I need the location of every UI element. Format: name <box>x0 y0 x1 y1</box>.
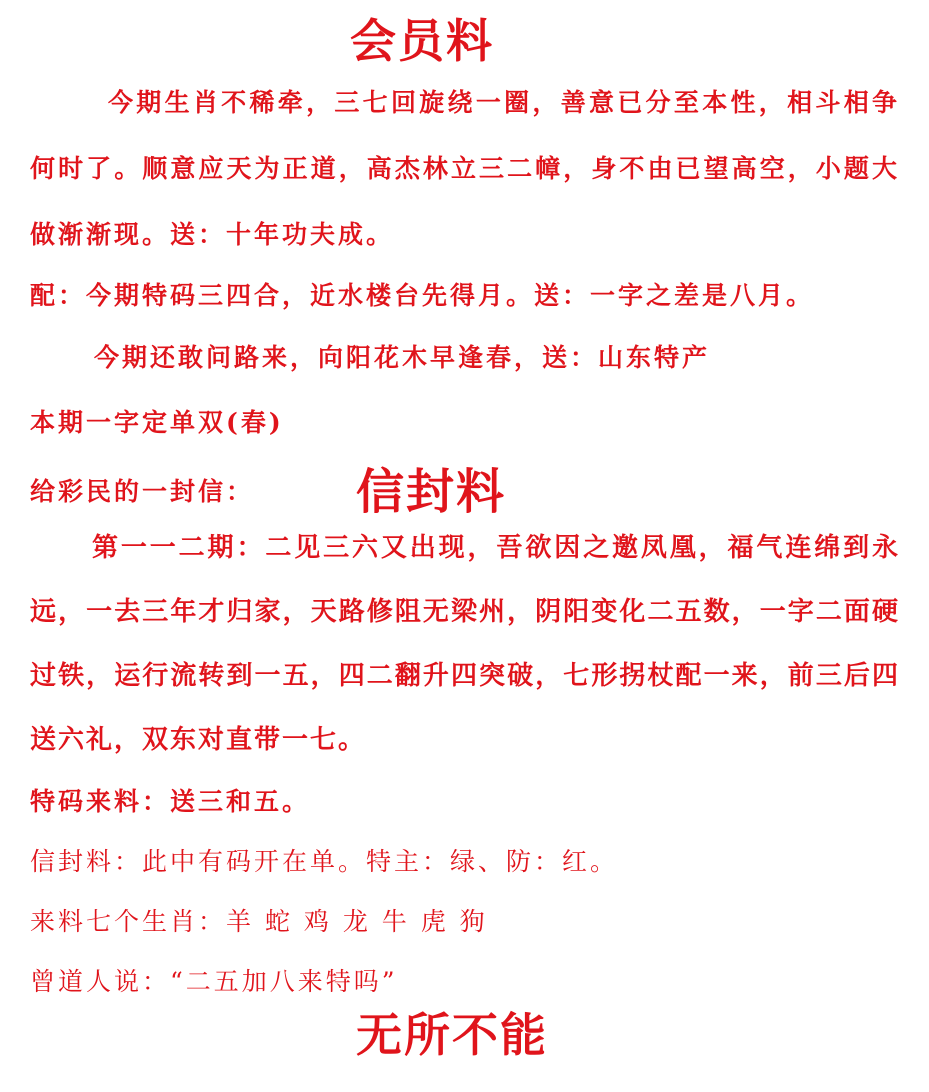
letter-title: 信封料 <box>356 464 507 520</box>
envelope-line: 信封料：此中有码开在单。特主：绿、防：红。 <box>30 847 619 876</box>
this-period-line: 今期还敢问路来，向阳花木早逢春，送：山东特产 <box>94 343 711 372</box>
odd-even-line: 本期一字定单双(春) <box>30 408 284 437</box>
special-code-line: 特码来料：送三和五。 <box>30 787 311 816</box>
bottom-title: 无所不能 <box>356 1008 548 1062</box>
member-title: 会员料 <box>350 14 494 68</box>
member-paragraph: 今期生肖不稀牵，三七回旋绕一圈，善意已分至本性，相斗相争何时了。顺意应天为正道，高杰林立三二幛，身不由已望高空，小题大做渐渐现。送：十年功夫成。 <box>30 88 900 249</box>
quote-line: 曾道人说：“二五加八来特吗” <box>30 967 398 996</box>
zodiac-line: 来料七个生肖：羊 蛇 鸡 龙 牛 虎 狗 <box>30 907 488 936</box>
letter-paragraph: 第一一二期：二见三六又出现，吾欲因之邀凤凰，福气连绵到永远，一去三年才归家，天路修阻无梁州，阴阳变化二五数，一字二面硬过铁，运行流转到一五，四二翻升四突破，七形拐杖配一来，前三后四送六礼，双东对直带一七。 <box>30 533 900 755</box>
pairing-line: 配：今期特码三四合，近水楼台先得月。送：一字之差是八月。 <box>30 281 815 310</box>
letter-intro-line: 给彩民的一封信： <box>30 477 255 506</box>
